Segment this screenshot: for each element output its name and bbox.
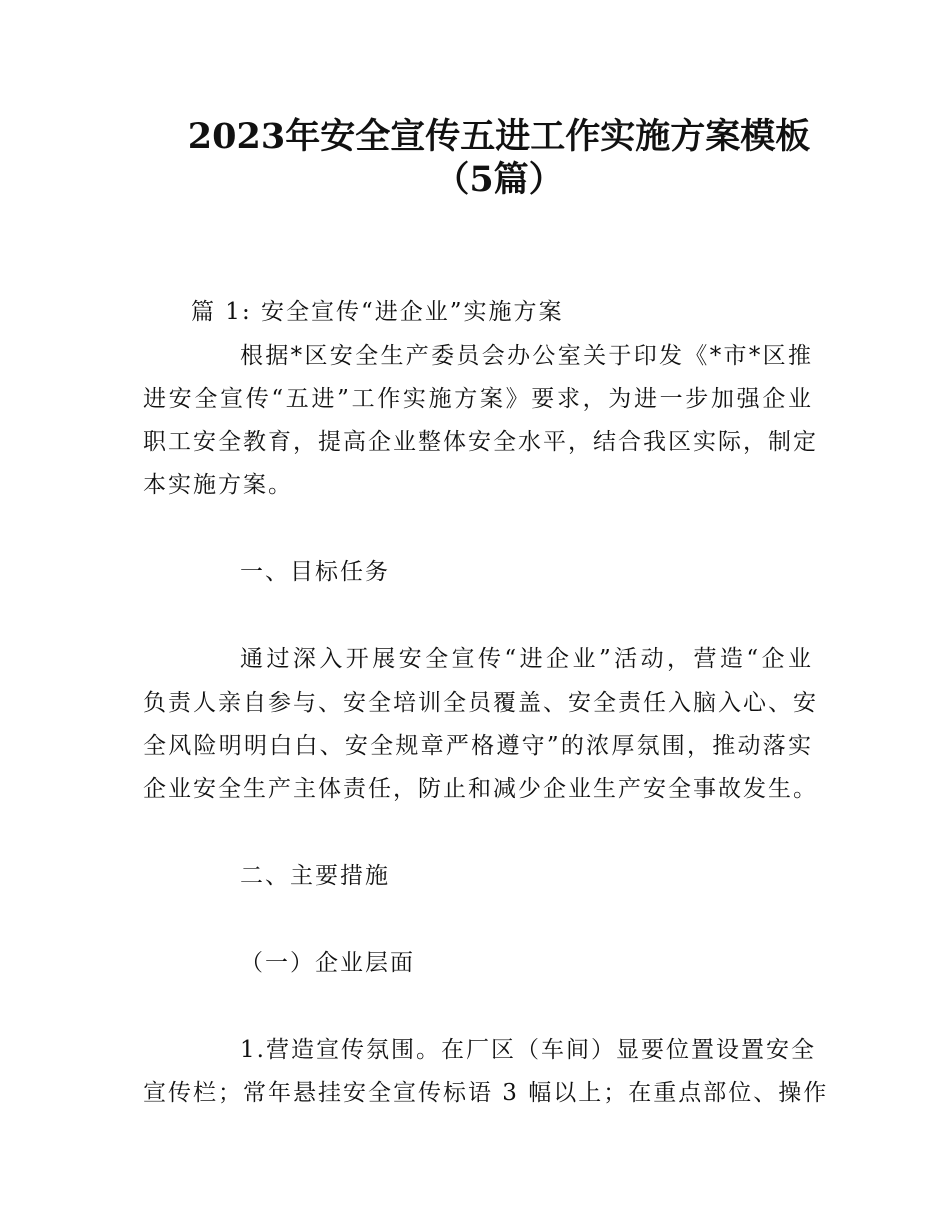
chapter-heading: 篇 1: 安全宣传“进企业”实施方案 xyxy=(191,299,564,325)
section1-paragraph-line: 企业安全生产主体责任，防止和减少企业生产安全事故发生。 xyxy=(143,776,818,802)
document-title-line2: （5篇） xyxy=(434,159,564,200)
section1-paragraph-line: 通过深入开展安全宣传“进企业”活动，营造“企业 xyxy=(240,646,813,672)
document-title-line1: 2023年安全宣传五进工作实施方案模板 xyxy=(187,116,811,157)
item1-paragraph-line: 1.营造宣传氛围。在厂区（车间）显要位置设置安全 xyxy=(240,1037,816,1063)
section1-paragraph-line: 全风险明明白白、安全规章严格遵守”的浓厚氛围，推动落实 xyxy=(143,733,813,759)
intro-paragraph-line: 本实施方案。 xyxy=(143,472,293,498)
intro-paragraph-line: 根据*区安全生产委员会办公室关于印发《*市*区推 xyxy=(240,343,813,369)
section-heading-measures: 二、主要措施 xyxy=(240,863,390,889)
intro-paragraph-line: 进安全宣传“五进”工作实施方案》要求，为进一步加强企业 xyxy=(143,386,813,412)
intro-paragraph-line: 职工安全教育，提高企业整体安全水平，结合我区实际，制定 xyxy=(143,429,818,455)
section1-paragraph-line: 负责人亲自参与、安全培训全员覆盖、安全责任入脑入心、安 xyxy=(143,690,818,716)
section-heading-objectives: 一、目标任务 xyxy=(240,559,390,585)
item1-paragraph-line: 宣传栏；常年悬挂安全宣传标语 3 幅以上；在重点部位、操作 xyxy=(143,1080,829,1106)
subsection-heading-enterprise: （一）企业层面 xyxy=(240,950,415,976)
